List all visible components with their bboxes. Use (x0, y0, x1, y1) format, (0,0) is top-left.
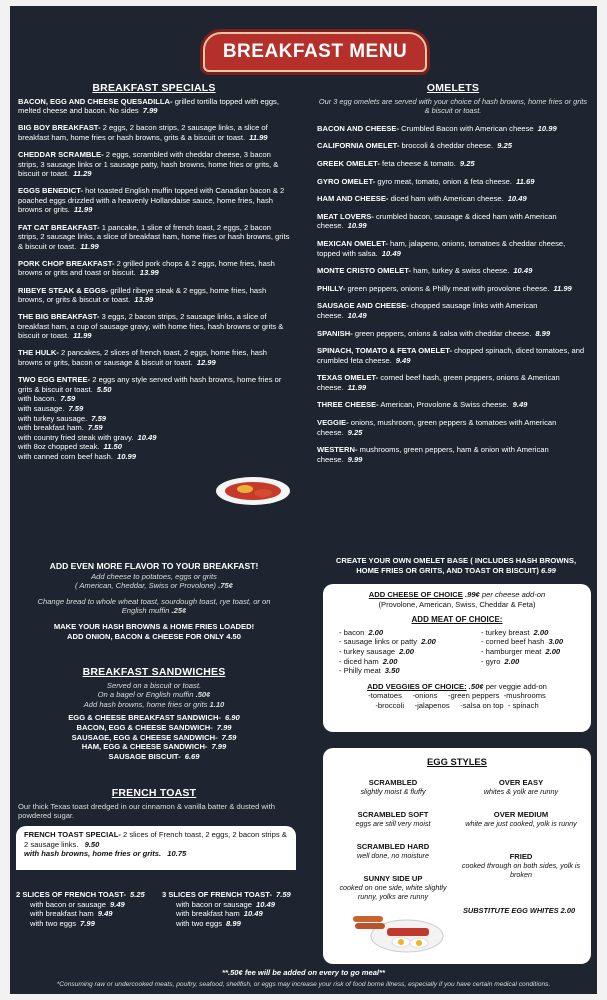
substitute-egg-whites: SUBSTITUTE EGG WHITES (462, 906, 559, 915)
omelet-name: PHILLY- (317, 283, 346, 293)
omelet-price: 9.99 (347, 454, 363, 464)
omelet-name: MONTE CRISTO OMELET- (317, 266, 411, 276)
veg-row-2: -broccoli -jalapenos -salsa on top - spinach (375, 700, 539, 710)
ft-special-name: FRENCH TOAST SPECIAL- (24, 830, 121, 839)
addon-label: with canned corn beef hash. (18, 451, 113, 461)
menu-item (18, 375, 290, 461)
addon-label: with turkey sausage. (18, 413, 88, 423)
meat-choice-title: ADD MEAT OF CHOICE: (411, 615, 503, 625)
eggs-bacon-plate-image (349, 908, 445, 954)
meat-price: 2.00 (382, 656, 398, 666)
meats-right-list (481, 628, 563, 666)
omelet-desc: green peppers, onions & Philly meat with provolone cheese. (347, 283, 550, 293)
menu-item (18, 186, 290, 215)
addon-row (18, 433, 208, 443)
sandwich-item (18, 752, 290, 762)
food-warning: *Consuming raw or undercooked meats, poultry, seafood, shellfish, or eggs may increase your risk of food borne illness, especially if you have certain medical conditions. (56, 981, 551, 988)
ft-special-price: 9.50 (84, 839, 100, 849)
menu-item-desc: 3 eggs, 2 bacon strips, 2 sausage links, a slice of breakfast ham, a cup of sausage gravy, with home fries, hash browns or grits & biscuit or toast. (18, 312, 284, 341)
sandwich-price: 7.99 (211, 742, 227, 752)
meat-label: - turkey sausage (339, 646, 396, 656)
meat-option (481, 637, 563, 647)
addon-price: 10.99 (117, 451, 137, 461)
omelet-price: 9.49 (512, 400, 528, 410)
addon-row (18, 442, 208, 452)
sandwich-item (18, 733, 290, 743)
french-toast-heading: FRENCH TOAST (111, 787, 197, 799)
two-egg-addons (18, 394, 208, 461)
menu-item-desc: 2 grilled pork chops & 2 eggs, home fries, hash browns or grits and toast or biscuit. (18, 258, 275, 278)
omelet-desc: gyro meat, tomato, onion & feta cheese. (377, 176, 513, 186)
menu-item-price: 11.99 (249, 132, 268, 142)
menu-item (18, 312, 290, 341)
menu-item-name: CHEDDAR SCRAMBLE- (18, 149, 104, 159)
omelet-base-price: 6.99 (541, 565, 556, 575)
veg-choice-suffix: per veggie add-on (485, 681, 547, 691)
sandwich-line3-price: 1.10 (209, 699, 225, 709)
sandwiches-heading: BREAKFAST SANDWICHES (82, 666, 226, 678)
flavor-heading: ADD EVEN MORE FLAVOR TO YOUR BREAKFAST! (49, 561, 259, 571)
omelet-desc: mushrooms, green peppers, ham & onion with American cheese. (317, 445, 549, 464)
togo-fee-note: **.50¢ fee will be added on every to go meal** (222, 968, 385, 977)
ft-addon-price: 10.49 (256, 899, 276, 909)
omelet-price: 10.99 (537, 123, 557, 133)
menu-item (18, 223, 290, 252)
meat-price: 3.00 (548, 637, 564, 647)
egg-style-right (461, 810, 581, 828)
breakfast-specials-heading: BREAKFAST SPECIALS (92, 82, 216, 94)
omelet-price: 9.25 (347, 427, 363, 437)
meat-price: 2.00 (545, 646, 561, 656)
title-banner (203, 32, 427, 72)
meat-label: - turkey breast (481, 627, 530, 637)
omelet-item (317, 159, 589, 169)
sandwich-line2: On a bagel or English muffin (97, 690, 194, 700)
egg-styles-heading: EGG STYLES (427, 756, 487, 767)
sandwich-item (18, 713, 290, 723)
meat-option (481, 657, 563, 667)
omelet-item (317, 141, 589, 151)
egg-styles-box (323, 748, 591, 964)
menu-item-desc: grilled tortilla topped with eggs, melted cheese and bacon. No sides (18, 96, 279, 116)
addon-label: with 8oz chopped steak. (18, 442, 100, 452)
two-slices-french-toast (16, 890, 156, 928)
omelet-price: 9.25 (497, 141, 512, 151)
meat-label: - sausage links or patty (339, 637, 418, 647)
menu-item-name: PORK CHOP BREAKFAST- (18, 258, 115, 268)
omelet-desc: feta cheese & tomato. (382, 158, 456, 168)
omelet-price: 10.99 (347, 221, 367, 231)
egg-style-desc: white are just cooked, yolk is runny (465, 819, 577, 828)
veg-choice-title: ADD VEGGIES OF CHOICE: (367, 681, 467, 691)
addon-price: 7.59 (87, 423, 103, 433)
omelet-price: 9.25 (459, 158, 475, 168)
menu-item-name: BACON, EGG AND CHEESE QUESADILLA- (18, 96, 173, 106)
omelet-base-heading: CREATE YOUR OWN OMELET BASE ( INCLUDES HASH BROWNS, HOME FRIES OR GRITS, AND TOAST OR BISCUIT) (335, 556, 577, 575)
omelet-name: SAUSAGE AND CHEESE- (317, 301, 409, 311)
flavor-loaded-price: 4.50 (226, 631, 241, 641)
menu-item (18, 123, 290, 142)
flavor-cheese-types: ( American, Cheddar, Swiss or Provolone) (74, 581, 217, 591)
menu-item (18, 259, 290, 278)
menu-item-name: FAT CAT BREAKFAST- (18, 222, 100, 232)
substitute-egg-whites-price: 2.00 (560, 906, 576, 915)
sandwich-list (18, 713, 290, 761)
addon-label: with bacon. (18, 394, 57, 404)
omelet-price: 8.99 (535, 328, 551, 338)
flavor-section (18, 562, 290, 641)
meat-label: - hamburger meat (481, 646, 542, 656)
omelet-desc: chopped sausage links with American cheese. (317, 301, 538, 320)
addon-price: 7.59 (60, 394, 76, 404)
egg-style-left (333, 810, 453, 828)
cheese-choice-suffix: per cheese add-on (481, 590, 546, 599)
omelet-desc: chopped spinach, diced tomatoes, and crumbled feta cheese. (317, 346, 585, 365)
addon-label: with breakfast ham. (18, 423, 84, 433)
addon-row (18, 452, 208, 462)
ft-addon-label: with breakfast ham (176, 909, 240, 919)
addon-label: with sausage. (18, 403, 65, 413)
sandwich-item (18, 723, 290, 733)
omelet-name: HAM AND CHEESE- (317, 194, 389, 204)
egg-style-title: OVER MEDIUM (493, 810, 549, 819)
omelet-name: MEXICAN OMELET- (317, 238, 388, 248)
ft-addon-label: with bacon or sausage (176, 899, 252, 909)
sandwich-item (18, 742, 290, 752)
ft-addon-price: 10.49 (243, 909, 263, 919)
omelet-item (317, 346, 589, 365)
ft-addon-label: with breakfast ham (30, 909, 94, 919)
menu-item-name: EGGS BENEDICT- (18, 186, 83, 196)
menu-item (18, 97, 290, 116)
meat-price: 2.00 (399, 646, 414, 656)
sandwich-price: 7.99 (216, 722, 232, 732)
sandwich-name: HAM, EGG & CHEESE SANDWICH- (81, 742, 208, 752)
egg-style-left (333, 842, 453, 860)
omelet-item (317, 284, 589, 294)
sandwich-name: EGG & CHEESE BREAKFAST SANDWICH- (68, 713, 221, 723)
addon-row (18, 404, 208, 414)
omelet-base-header (325, 556, 587, 575)
omelet-desc: Crumbled Bacon with American cheese (401, 123, 534, 133)
cheese-choice-types: (Provolone, American, Swiss, Cheddar & Feta) (378, 599, 536, 609)
omelet-name: SPINACH, TOMATO & FETA OMELET- (317, 346, 452, 356)
egg-style-desc: well done, no moisture (357, 851, 429, 860)
omelet-price: 10.49 (507, 194, 527, 204)
meat-label: - corned beef hash (481, 637, 545, 647)
meat-price: 3.50 (384, 666, 400, 676)
two-slices-price: 5.25 (129, 890, 145, 899)
three-slices-french-toast (162, 890, 302, 928)
menu-title: BREAKFAST MENU (222, 41, 408, 62)
meat-option (339, 647, 436, 657)
omelets-section (317, 84, 589, 472)
omelet-item (317, 445, 589, 464)
addon-price: 7.59 (91, 413, 107, 423)
menu-item-desc: 2 pancakes, 2 slices of french toast, 2 eggs, home fries, hash browns or grits, bacon or sausage & biscuit or toast. (18, 348, 268, 368)
menu-item-desc: hot toasted English muffin topped with Canadian bacon & 2 poached eggs drizzled with a heavenly Hollandaise sauce, home fries, hash browns or grits. (18, 186, 285, 215)
sandwich-line3: Add hash browns, home fries or grits (83, 699, 208, 709)
veg-choice-price: .50¢ (468, 681, 484, 691)
omelet-item (317, 266, 589, 276)
omelet-desc: broccoli & cheddar cheese. (401, 141, 494, 151)
egg-style-title: FRIED (509, 852, 533, 861)
menu-item-price: 11.99 (73, 205, 93, 215)
omelet-item (317, 329, 589, 339)
sandwich-price: 6.69 (184, 751, 200, 761)
egg-style-left (333, 778, 453, 796)
omelet-item (317, 124, 589, 134)
omelet-name: CALIFORNIA OMELET- (317, 141, 400, 151)
breakfast-plate-image (215, 476, 291, 506)
egg-style-title: OVER EASY (498, 778, 544, 787)
meat-label: - Philly meat (339, 666, 381, 676)
omelet-name: TEXAS OMELET- (317, 373, 379, 383)
omelet-price: 10.49 (347, 310, 367, 320)
menu-item (18, 348, 290, 367)
meats-left-list (339, 628, 436, 676)
omelet-name: MEAT LOVERS- (317, 211, 374, 221)
menu-item-price: 12.99 (196, 358, 216, 368)
egg-style-title: SUNNY SIDE UP (363, 874, 423, 883)
meat-price: 2.00 (368, 627, 384, 637)
omelet-desc: corned beef hash, green peppers, onions & American cheese. (317, 373, 560, 392)
cheese-choice-title: ADD CHEESE OF CHOICE (368, 590, 463, 599)
omelet-item (317, 177, 589, 187)
omelet-item (317, 400, 589, 410)
omelets-heading: OMELETS (426, 82, 480, 94)
omelet-name: GYRO OMELET- (317, 176, 376, 186)
menu-item-name: BIG BOY BREAKFAST- (18, 123, 101, 133)
ft-special-addon: with hash browns, home fries or grits. (24, 849, 162, 859)
addon-price: 10.49 (137, 432, 157, 442)
egg-style-left (333, 874, 453, 901)
omelet-builder-box (323, 584, 591, 732)
meat-option (339, 628, 436, 638)
menu-item-price: 13.99 (139, 268, 159, 278)
two-slices-addons (16, 900, 156, 929)
ft-addon-row (30, 909, 156, 919)
omelet-item (317, 212, 589, 231)
menu-item-desc: grilled ribeye steak & 2 eggs, home fries, hash browns, or grits & biscuit or toast. (18, 285, 267, 305)
ft-addon-row (176, 919, 302, 929)
omelet-name: GREEK OMELET- (317, 158, 380, 168)
ft-addon-row (30, 919, 156, 929)
omelet-name: SPANISH- (317, 328, 353, 338)
ft-addon-price: 9.49 (110, 899, 125, 909)
omelet-desc: green peppers, onions & salsa with cheddar cheese. (354, 328, 532, 338)
ft-addon-row (176, 909, 302, 919)
addon-row (18, 423, 208, 433)
three-slices-addons (162, 900, 302, 929)
omelet-price: 9.49 (395, 355, 411, 365)
menu-item-price: 11.29 (73, 169, 92, 179)
omelet-price: 11.69 (516, 176, 535, 186)
omelet-item (317, 373, 589, 392)
egg-style-title: SCRAMBLED SOFT (357, 810, 429, 819)
menu-item-desc: 2 eggs any style served with hash browns, home fries or grits & biscuit or toast. (18, 375, 282, 394)
ft-addon-label: with bacon or sausage (30, 899, 106, 909)
meat-option (481, 647, 563, 657)
omelets-subtitle: Our 3 egg omelets are served with your choice of hash browns, home fries or grits & biscuit or toast. (318, 96, 588, 116)
meat-label: - gyro (481, 656, 501, 666)
sandwich-name: SAUSAGE BISCUIT- (108, 751, 181, 761)
omelet-item (317, 418, 589, 437)
flavor-bread-line: Change bread to whole wheat toast, sourdough toast, rye toast, or on English muffin (37, 596, 271, 616)
menu-item-name: THE HULK- (18, 348, 59, 358)
egg-style-title: SCRAMBLED HARD (356, 842, 430, 851)
meat-label: - bacon (339, 627, 365, 637)
meat-option (339, 637, 436, 647)
omelet-desc: crumbled bacon, sausage & diced ham with American cheese. (317, 211, 557, 231)
omelet-price: 11.99 (553, 283, 572, 293)
omelet-desc: ham, jalapeno, onions, tomatoes & cheddar cheese, topped with salsa. (317, 238, 566, 258)
menu-item-price: 5.50 (96, 384, 112, 394)
menu-item-desc: 1 pancake, 1 slice of french toast, 2 eggs, 2 bacon strips, 2 sausage links, a slice of breakfast ham, home fries or hash browns, grits & biscuit or toast. (18, 222, 290, 251)
ft-addon-price: 8.99 (226, 918, 241, 928)
omelet-price: 10.49 (513, 266, 533, 276)
meat-option (339, 666, 436, 676)
addon-label: with country fried steak with gravy. (18, 432, 134, 442)
cheese-choice-price: .99¢ (464, 590, 480, 599)
specials-list (18, 97, 290, 462)
three-slices-price: 7.59 (275, 890, 291, 899)
menu-item (18, 150, 290, 179)
french-toast-desc: Our thick Texas toast dredged in our cinnamon & vanilla batter & dusted with powdered sugar. (18, 801, 275, 821)
omelet-price: 10.49 (381, 248, 401, 258)
omelet-list (317, 124, 589, 465)
addon-row (18, 394, 208, 404)
meat-option (339, 657, 436, 667)
omelet-price: 11.99 (347, 382, 367, 392)
egg-style-title: SCRAMBLED (368, 778, 418, 787)
meat-label: - diced ham (339, 656, 379, 666)
omelet-name: THREE CHEESE- (317, 400, 379, 410)
omelet-item (317, 301, 589, 320)
ft-special-addon-price: 10.75 (167, 849, 187, 859)
flavor-cheese-line: Add cheese to potatoes, eggs or grits (91, 571, 217, 581)
menu-item-name: THE BIG BREAKFAST- (18, 312, 100, 322)
menu-item-desc: 2 eggs, scrambled with cheddar cheese, 3 bacon strips, 3 sausage links or 1 sausage patty, hash browns, home fries or grits, & biscuit or toast. (18, 149, 279, 179)
omelet-name: BACON AND CHEESE- (317, 123, 399, 133)
sandwich-price: 7.59 (221, 732, 237, 742)
sandwich-line2-price: .50¢ (195, 690, 211, 700)
ft-addon-row (30, 900, 156, 910)
sandwiches-section (18, 668, 290, 761)
addon-price: 7.59 (68, 403, 84, 413)
egg-style-right (461, 778, 581, 796)
addon-price: 11.50 (103, 442, 122, 452)
french-toast-section (18, 789, 290, 821)
menu-item-name: RIBEYE STEAK & EGGS- (18, 285, 109, 295)
french-toast-special-box (16, 826, 296, 870)
omelet-desc: American, Provolone & Swiss cheese. (380, 400, 509, 410)
sandwich-price: 6.90 (224, 713, 240, 723)
omelet-desc: diced ham with American cheese. (390, 194, 504, 204)
omelet-desc: ham, turkey & swiss cheese. (413, 266, 510, 276)
menu-item-price: 7.99 (142, 106, 158, 116)
menu-item-price: 13.99 (134, 295, 154, 305)
egg-style-right (461, 852, 581, 879)
three-slices-label: 3 SLICES OF FRENCH TOAST- (162, 890, 272, 899)
egg-style-desc: whites & yolk are runny (483, 787, 559, 796)
addon-row (18, 414, 208, 424)
breakfast-specials-section (18, 84, 290, 462)
sandwich-name: BACON, EGG & CHEESE SANDWICH- (76, 722, 213, 732)
flavor-bread-price: .25¢ (171, 606, 187, 616)
menu-item-price: 11.99 (80, 241, 99, 251)
ft-addon-row (176, 900, 302, 910)
meat-price: 2.00 (421, 637, 436, 647)
flavor-loaded-line1: MAKE YOUR HASH BROWNS & HOME FRIES LOADED! (53, 621, 255, 631)
omelet-desc: onions, mushroom, green peppers & tomatoes with American cheese. (317, 418, 557, 437)
menu-item-desc: 2 eggs, 2 bacon strips, 2 sausage links, a slice of breakfast ham, home fries or hash browns, grits & a biscuit or toast. (18, 123, 268, 142)
omelet-name: WESTERN- (317, 445, 358, 455)
menu-item (18, 286, 290, 305)
sandwich-line1: Served on a biscuit or toast. (106, 680, 202, 690)
omelet-name: VEGGIE- (317, 418, 349, 428)
flavor-cheese-price: .75¢ (218, 581, 233, 591)
ft-addon-price: 7.99 (80, 918, 95, 928)
omelet-item (317, 239, 589, 258)
egg-style-desc: cooked on one side, white slightly runny, yolks are runny (339, 883, 447, 901)
ft-special-desc: 2 slices of French toast, 2 eggs, 2 bacon strips & 2 sausage links. (24, 830, 287, 849)
ft-addon-label: with two eggs (30, 918, 77, 928)
veg-row-1: -tomatoes -onions -green peppers -mushrooms (368, 691, 546, 701)
menu-item-name: TWO EGG ENTREE- (18, 375, 91, 385)
egg-style-desc: slightly moist & fluffy (360, 787, 426, 796)
sandwich-name: SAUSAGE, EGG & CHEESE SANDWICH- (71, 732, 218, 742)
meat-price: 2.00 (533, 627, 549, 637)
flavor-loaded-line2: ADD ONION, BACON & CHEESE FOR ONLY (67, 631, 225, 641)
ft-addon-price: 9.49 (97, 909, 113, 919)
menu-item-price: 11.99 (73, 331, 92, 341)
meat-option (481, 628, 563, 638)
egg-style-desc: cooked through on both sides, yolk is broken (461, 861, 581, 879)
ft-addon-label: with two eggs (176, 918, 223, 928)
egg-style-desc: eggs are still very moist (355, 819, 431, 828)
omelet-item (317, 194, 589, 204)
menu-board (10, 6, 597, 994)
meat-price: 2.00 (504, 656, 520, 666)
two-slices-label: 2 SLICES OF FRENCH TOAST- (16, 890, 126, 899)
